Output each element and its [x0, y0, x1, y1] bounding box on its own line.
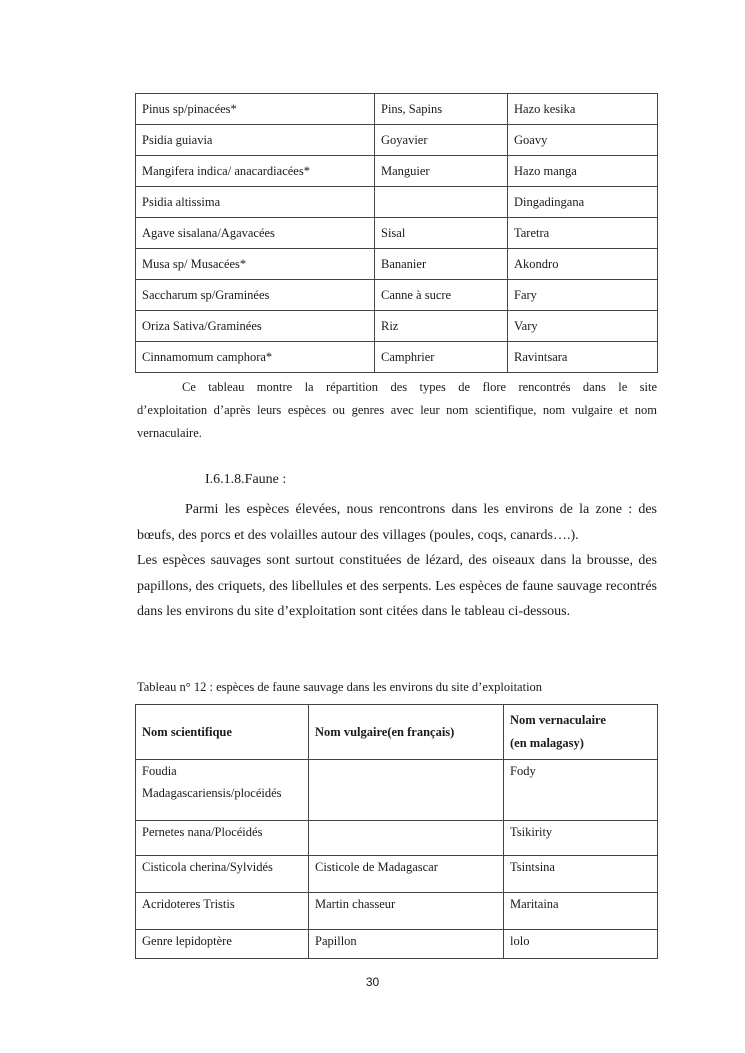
table-row [136, 342, 658, 373]
table-cell: Papillon [309, 930, 504, 959]
table-cell [309, 760, 504, 821]
table-cell: Hazo manga [508, 156, 658, 187]
table-cell: Cinnamomum camphora* [136, 342, 375, 373]
table-cell: Pinus sp/pinacées* [136, 94, 375, 125]
table-cell: Musa sp/ Musacées* [136, 249, 375, 280]
table-header-row [136, 705, 658, 760]
table-cell: Foudia Madagascariensis/plocéidés [136, 760, 309, 821]
table-cell: lolo [504, 930, 658, 959]
table-row [136, 94, 658, 125]
table-cell: Fody [504, 760, 658, 821]
description-rest: d’exploitation d’après leurs espèces ou genres avec leur nom scientifique, nom vulgaire et nom vernaculaire. [137, 403, 657, 440]
flora-table [135, 93, 658, 373]
table-row [136, 930, 658, 959]
table-row [136, 187, 658, 218]
table-cell: Cisticole de Madagascar [309, 856, 504, 893]
table-cell: Sisal [375, 218, 508, 249]
flora-table-description [137, 376, 657, 445]
table-cell: Acridoteres Tristis [136, 893, 309, 930]
table-cell: Manguier [375, 156, 508, 187]
table-cell: Dingadingana [508, 187, 658, 218]
table-row [136, 280, 658, 311]
table-row [136, 760, 658, 821]
paragraph: Les espèces sauvages sont surtout constituées de lézard, des oiseaux dans la brousse, des papillons, des criquets, des libellules et des serpents. Les espèces de faune sauvage recontrés dans les environs du site d’exploitation sont citées dans le tableau ci-dessous. [137, 553, 657, 619]
table-row [136, 856, 658, 893]
column-header [504, 705, 658, 760]
table-cell: Canne à sucre [375, 280, 508, 311]
table-cell: Goyavier [375, 125, 508, 156]
column-header-line: (en malagasy) [510, 736, 584, 750]
table-row [136, 821, 658, 856]
table-cell: Psidia altissima [136, 187, 375, 218]
table-cell: Riz [375, 311, 508, 342]
table-row [136, 218, 658, 249]
table-cell: Cisticola cherina/Sylvidés [136, 856, 309, 893]
table-row [136, 249, 658, 280]
table-cell: Mangifera indica/ anacardiacées* [136, 156, 375, 187]
fauna-table [135, 704, 658, 959]
table-row [136, 893, 658, 930]
column-header: Nom scientifique [136, 705, 309, 760]
table-cell: Fary [508, 280, 658, 311]
table-cell: Pins, Sapins [375, 94, 508, 125]
table-cell: Pernetes nana/Plocéidés [136, 821, 309, 856]
page-number: 30 [365, 975, 380, 989]
table-cell: Martin chasseur [309, 893, 504, 930]
table-cell: Akondro [508, 249, 658, 280]
table-cell: Camphrier [375, 342, 508, 373]
description-line-1: Ce tableau montre la répartition des types de flore rencontrés dans le site [182, 380, 657, 394]
table-cell: Ravintsara [508, 342, 658, 373]
table-cell: Psidia guiavia [136, 125, 375, 156]
paragraph: Parmi les espèces élevées, nous rencontrons dans les environs de la zone : des bœufs, des porcs et des volailles autour des villages (poules, coqs, canards….). [137, 502, 657, 543]
table-cell: Agave sisalana/Agavacées [136, 218, 375, 249]
table-cell: Tsikirity [504, 821, 658, 856]
table-cell [309, 821, 504, 856]
table-cell: Hazo kesika [508, 94, 658, 125]
table-cell: Tsintsina [504, 856, 658, 893]
section-heading: I.6.1.8.Faune : [205, 472, 287, 487]
table-caption: Tableau n° 12 : espèces de faune sauvage dans les environs du site d’exploitation [137, 680, 543, 694]
fauna-text [137, 497, 657, 625]
table-cell: Goavy [508, 125, 658, 156]
table-row [136, 156, 658, 187]
table-cell: Genre lepidoptère [136, 930, 309, 959]
table-cell [375, 187, 508, 218]
column-header: Nom vulgaire(en français) [309, 705, 504, 760]
table-cell: Oriza Sativa/Graminées [136, 311, 375, 342]
table-cell: Bananier [375, 249, 508, 280]
table-cell: Taretra [508, 218, 658, 249]
column-header-line: Nom vernaculaire [510, 713, 606, 727]
table-row [136, 311, 658, 342]
table-row [136, 125, 658, 156]
table-cell: Vary [508, 311, 658, 342]
table-cell: Maritaina [504, 893, 658, 930]
table-cell: Saccharum sp/Graminées [136, 280, 375, 311]
